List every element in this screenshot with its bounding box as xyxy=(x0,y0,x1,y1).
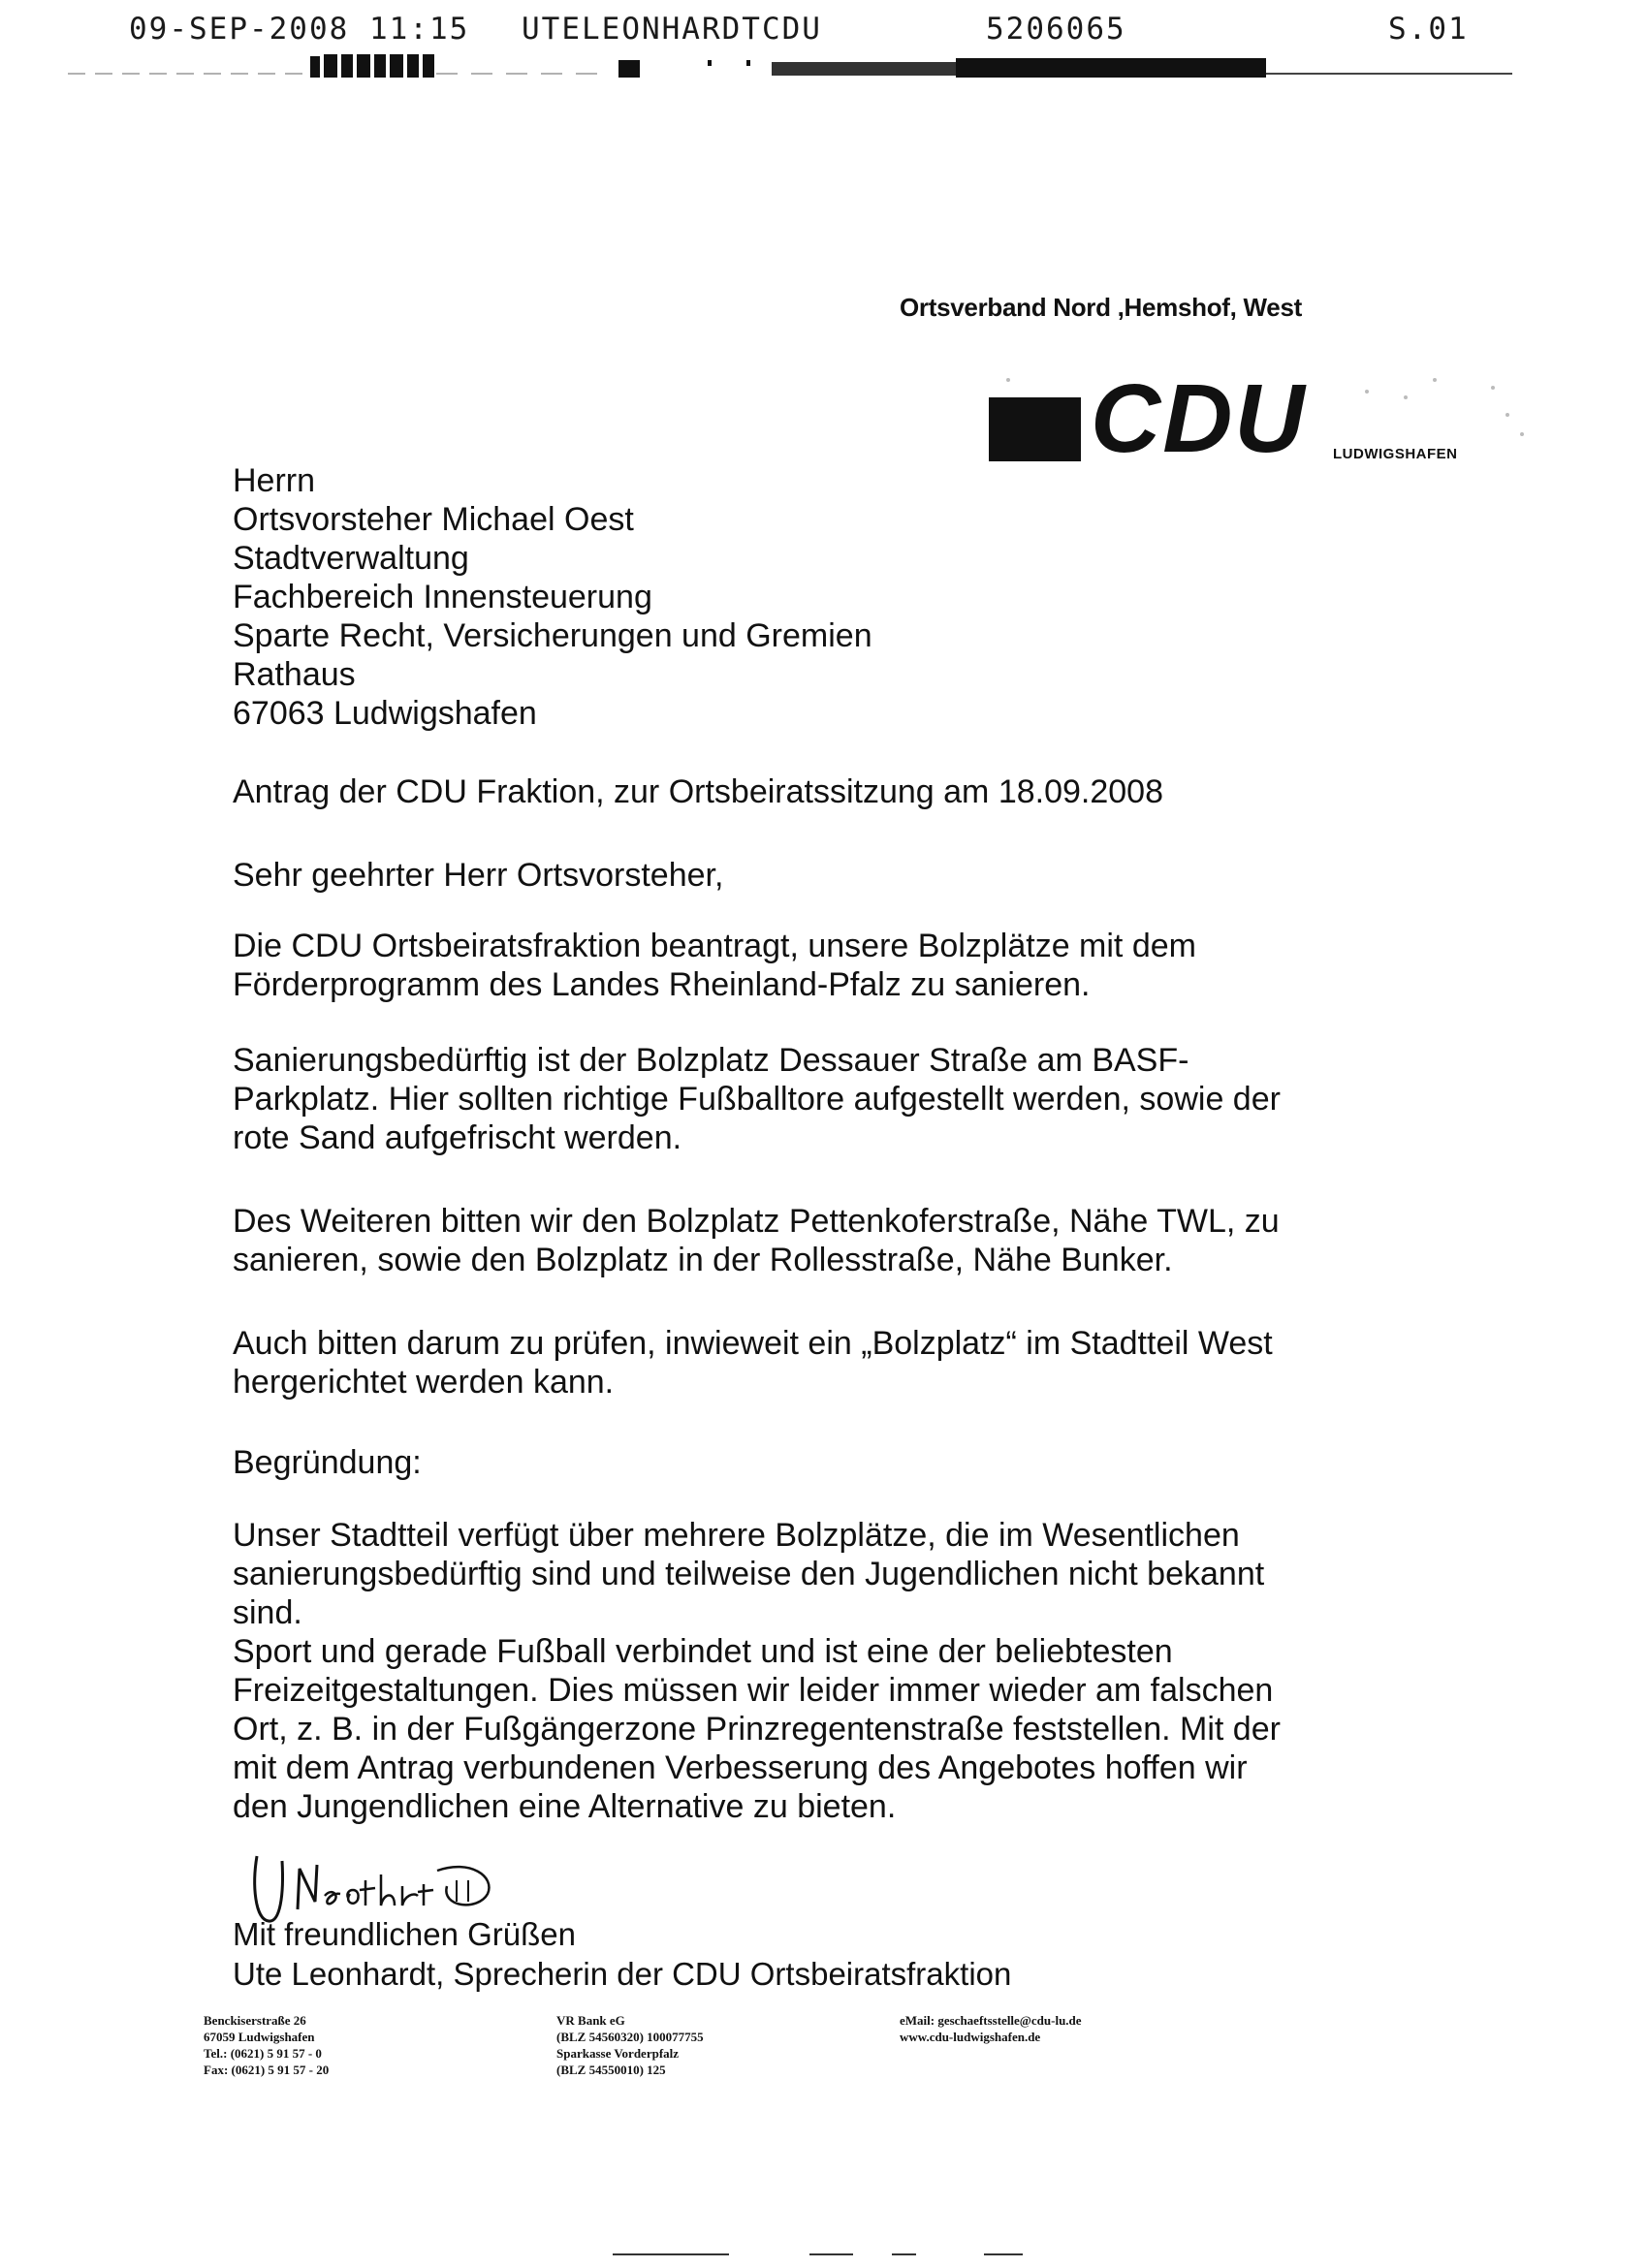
org-line: Ortsverband Nord ,Hemshof, West xyxy=(900,293,1302,322)
footer-line: (BLZ 54560320) 100077755 xyxy=(556,2030,704,2044)
fax-edge-mark xyxy=(809,2253,853,2255)
closing-greeting: Mit freundlichen Grüßen xyxy=(233,1916,576,1952)
reason-line: mit dem Antrag verbundenen Verbesserung des Angebotes hoffen wir xyxy=(233,1749,1248,1786)
address-line: 67063 Ludwigshafen xyxy=(233,695,537,732)
reason-line: Sport und gerade Fußball verbindet und ist eine der beliebtesten xyxy=(233,1633,1173,1670)
paragraph-line: Des Weiteren bitten wir den Bolzplatz Pettenkoferstraße, Nähe TWL, zu xyxy=(233,1203,1280,1240)
paragraph-1 xyxy=(233,927,1196,1004)
reason-line: Unser Stadtteil verfügt über mehrere Bolzplätze, die im Wesentlichen xyxy=(233,1517,1240,1554)
salutation: Sehr geehrter Herr Ortsvorsteher, xyxy=(233,857,724,894)
fax-edge-mark xyxy=(892,2253,916,2255)
paragraph-line: rote Sand aufgefrischt werden. xyxy=(233,1119,682,1156)
footer-line: Benckiserstraße 26 xyxy=(204,2013,306,2028)
fax-page: S.01 xyxy=(1388,12,1469,47)
address-line: Stadtverwaltung xyxy=(233,540,469,577)
reason-line: Ort, z. B. in der Fußgängerzone Prinzregentenstraße feststellen. Mit der xyxy=(233,1711,1281,1748)
paragraph-line: Die CDU Ortsbeiratsfraktion beantragt, unsere Bolzplätze mit dem xyxy=(233,928,1196,964)
paragraph-line: Parkplatz. Hier sollten richtige Fußballtore aufgestellt werden, sowie der xyxy=(233,1081,1281,1118)
paragraph-line: Förderprogramm des Landes Rheinland-Pfalz zu sanieren. xyxy=(233,966,1091,1003)
reason-line: Freizeitgestaltungen. Dies müssen wir leider immer wieder am falschen xyxy=(233,1672,1274,1709)
paragraph-line: hergerichtet werden kann. xyxy=(233,1364,615,1401)
reason-heading: Begründung: xyxy=(233,1444,422,1481)
footer-bank xyxy=(556,2012,704,2078)
closing xyxy=(233,1914,1011,1994)
footer-line: Tel.: (0621) 5 91 57 - 0 xyxy=(204,2046,322,2061)
logo-text: CDU xyxy=(1091,364,1307,473)
paragraph-2 xyxy=(233,1041,1281,1157)
footer-line: (BLZ 54550010) 125 xyxy=(556,2063,666,2077)
paragraph-line: Sanierungsbedürftig ist der Bolzplatz Dessauer Straße am BASF- xyxy=(233,1042,1189,1079)
address-line: Sparte Recht, Versicherungen und Gremien xyxy=(233,617,872,654)
subject-line: Antrag der CDU Fraktion, zur Ortsbeiratssitzung am 18.09.2008 xyxy=(233,773,1163,810)
fax-datetime: 09-SEP-2008 11:15 xyxy=(129,12,470,47)
paragraph-line: sanieren, sowie den Bolzplatz in der Rollesstraße, Nähe Bunker. xyxy=(233,1242,1173,1278)
reason-line: den Jungendlichen eine Alternative zu bieten. xyxy=(233,1788,897,1825)
footer-line: www.cdu-ludwigshafen.de xyxy=(900,2030,1041,2044)
signer-name: Ute Leonhardt, Sprecherin der CDU Ortsbeiratsfraktion xyxy=(233,1956,1012,1992)
recipient-address xyxy=(233,461,872,733)
paragraph-line: Auch bitten darum zu prüfen, inwieweit ein „Bolzplatz“ im Stadtteil West xyxy=(233,1325,1273,1362)
paragraph-3 xyxy=(233,1202,1280,1279)
reason-text xyxy=(233,1516,1281,1826)
address-line: Herrn xyxy=(233,462,316,499)
footer-line: Fax: (0621) 5 91 57 - 20 xyxy=(204,2063,330,2077)
footer-line: eMail: geschaeftsstelle@cdu-lu.de xyxy=(900,2013,1082,2028)
footer-line: 67059 Ludwigshafen xyxy=(204,2030,315,2044)
address-line: Rathaus xyxy=(233,656,356,693)
paragraph-4 xyxy=(233,1324,1273,1402)
fax-number: 5206065 xyxy=(986,12,1126,47)
fax-scan-noise xyxy=(68,50,1522,79)
footer-contact xyxy=(900,2012,1082,2045)
address-line: Ortsvorsteher Michael Oest xyxy=(233,501,634,538)
reason-line: sanierungsbedürftig sind und teilweise den Jugendlichen nicht bekannt xyxy=(233,1556,1265,1592)
fax-edge-mark xyxy=(984,2253,1023,2255)
footer-line: Sparkasse Vorderpfalz xyxy=(556,2046,680,2061)
logo-block xyxy=(989,397,1081,461)
fax-sender: UTELEONHARDTCDU xyxy=(522,12,822,47)
logo-subtitle: LUDWIGSHAFEN xyxy=(1333,446,1458,462)
cdu-logo xyxy=(979,364,1483,483)
footer-line: VR Bank eG xyxy=(556,2013,625,2028)
footer-address xyxy=(204,2012,329,2078)
fax-edge-mark xyxy=(613,2253,729,2255)
reason-line: sind. xyxy=(233,1594,302,1631)
address-line: Fachbereich Innensteuerung xyxy=(233,579,652,615)
